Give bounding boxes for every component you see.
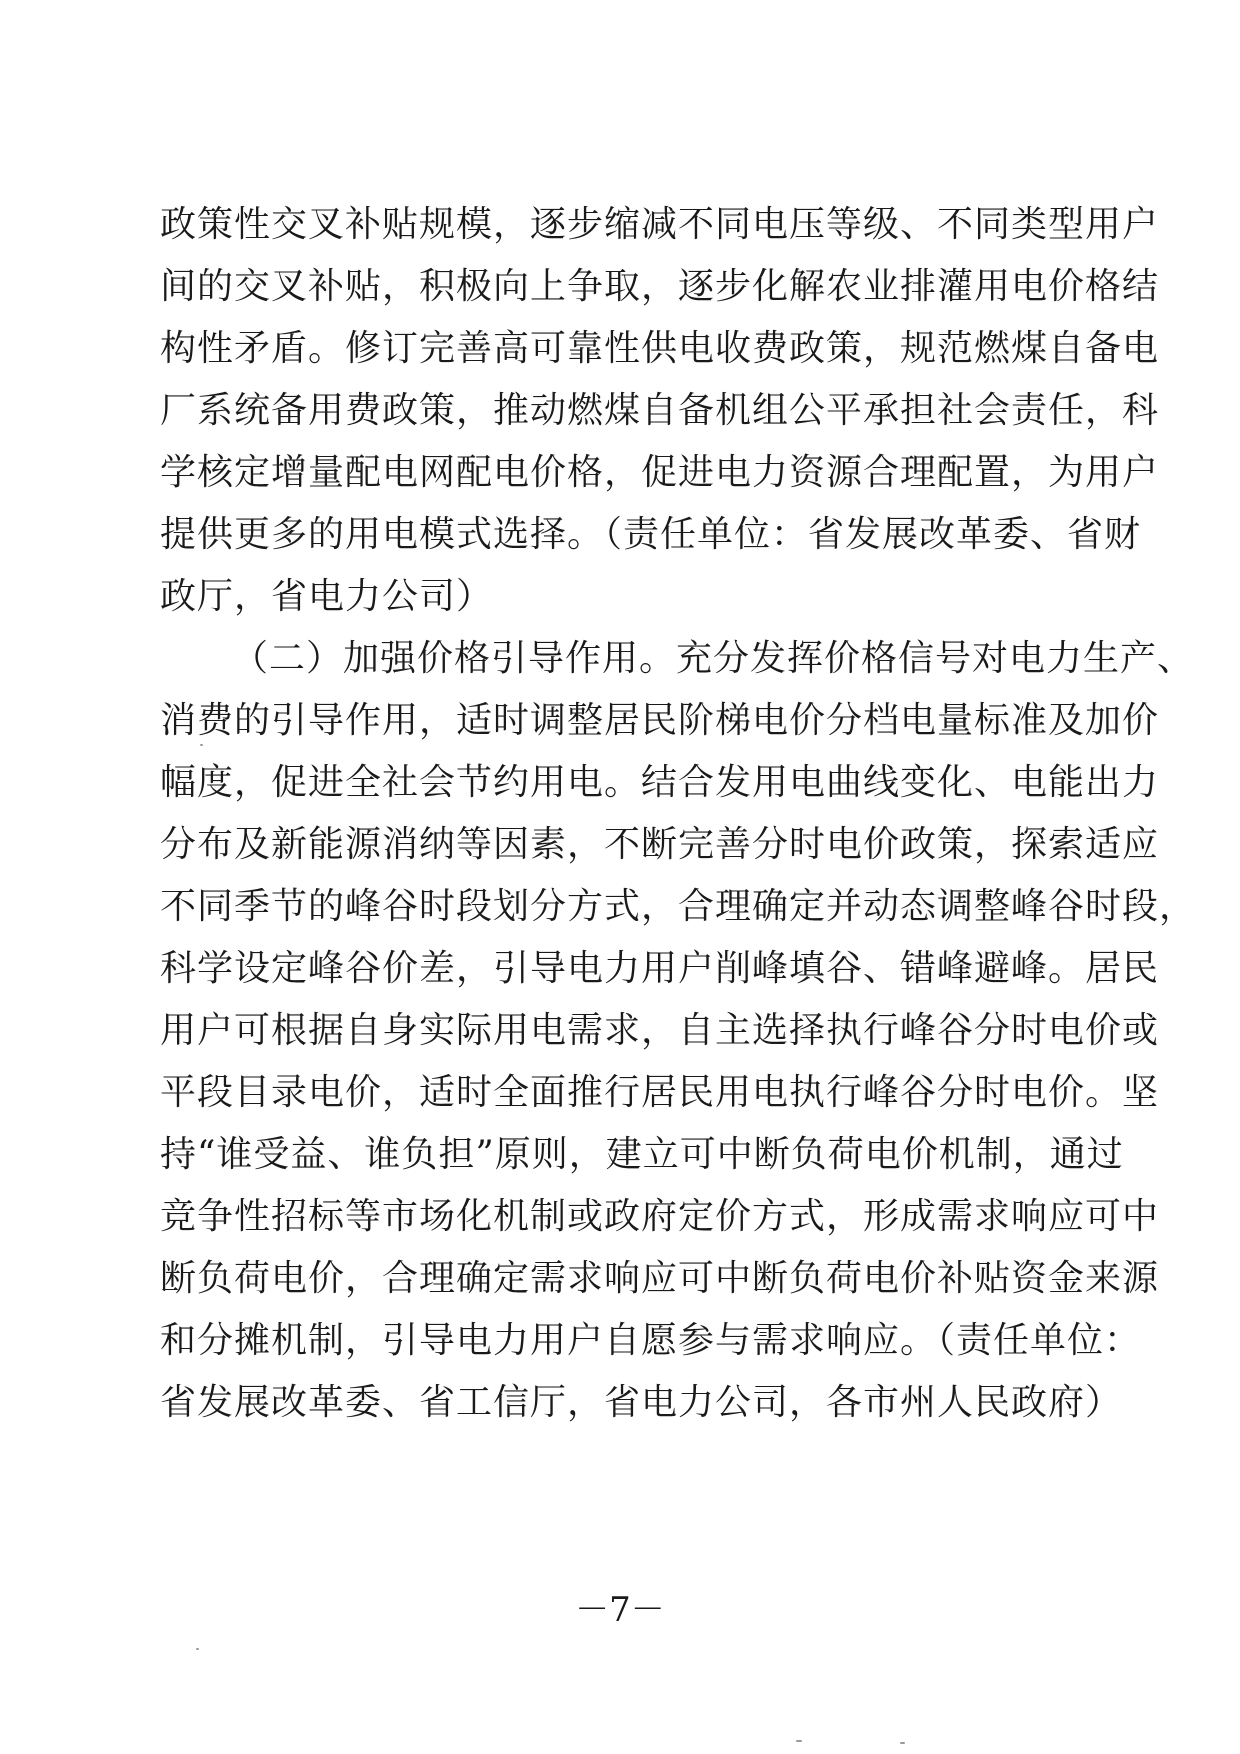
section-heading-line: （二）加强价格引导作用。充分发挥价格信号对电力生产、 [232, 638, 1195, 679]
body-text-line: 学核定增量配电网配电价格，促进电力资源合理配置，为用户 [160, 452, 1160, 493]
body-text-line: 科学设定峰谷价差，引导电力用户削峰填谷、错峰避峰。居民 [160, 948, 1160, 989]
scan-speck [200, 744, 203, 746]
body-text-line: 幅度，促进全社会节约用电。结合发用电曲线变化、电能出力 [160, 762, 1160, 803]
body-text-line: 政厅，省电力公司） [160, 576, 494, 617]
body-text-line: 平段目录电价，适时全面推行居民用电执行峰谷分时电价。坚 [160, 1072, 1160, 1113]
body-text-line: 厂系统备用费政策，推动燃煤自备机组公平承担社会责任，科 [160, 390, 1160, 431]
body-text-line: 政策性交叉补贴规模，逐步缩减不同电压等级、不同类型用户 [160, 204, 1160, 245]
body-text-line: 断负荷电价，合理确定需求响应可中断负荷电价补贴资金来源 [160, 1258, 1160, 1299]
body-text-line: 间的交叉补贴，积极向上争取，逐步化解农业排灌用电价格结 [160, 266, 1160, 307]
body-text-line: 用户可根据自身实际用电需求，自主选择执行峰谷分时电价或 [160, 1010, 1160, 1051]
body-text-line: 不同季节的峰谷时段划分方式，合理确定并动态调整峰谷时段， [160, 886, 1197, 927]
body-text-line: 和分摊机制，引导电力用户自愿参与需求响应。（责任单位： [160, 1320, 1142, 1361]
body-text-line: 竞争性招标等市场化机制或政府定价方式，形成需求响应可中 [160, 1196, 1160, 1237]
body-text-line: 分布及新能源消纳等因素，不断完善分时电价政策，探索适应 [160, 824, 1160, 865]
body-text-line: 省发展改革委、省工信厅，省电力公司，各市州人民政府） [160, 1382, 1123, 1423]
body-text-line: 提供更多的用电模式选择。（责任单位：省发展改革委、省财 [160, 514, 1142, 555]
page-number: －7－ [575, 1590, 665, 1630]
body-text-line: 消费的引导作用，适时调整居民阶梯电价分档电量标准及加价 [160, 700, 1160, 741]
scan-speck [796, 1740, 802, 1742]
scan-speck [196, 1648, 199, 1650]
scan-speck [900, 1742, 905, 1744]
body-text-line: 持“谁受益、谁负担”原则，建立可中断负荷电价机制，通过 [160, 1134, 1124, 1175]
body-text-line: 构性矛盾。修订完善高可靠性供电收费政策，规范燃煤自备电 [160, 328, 1160, 369]
